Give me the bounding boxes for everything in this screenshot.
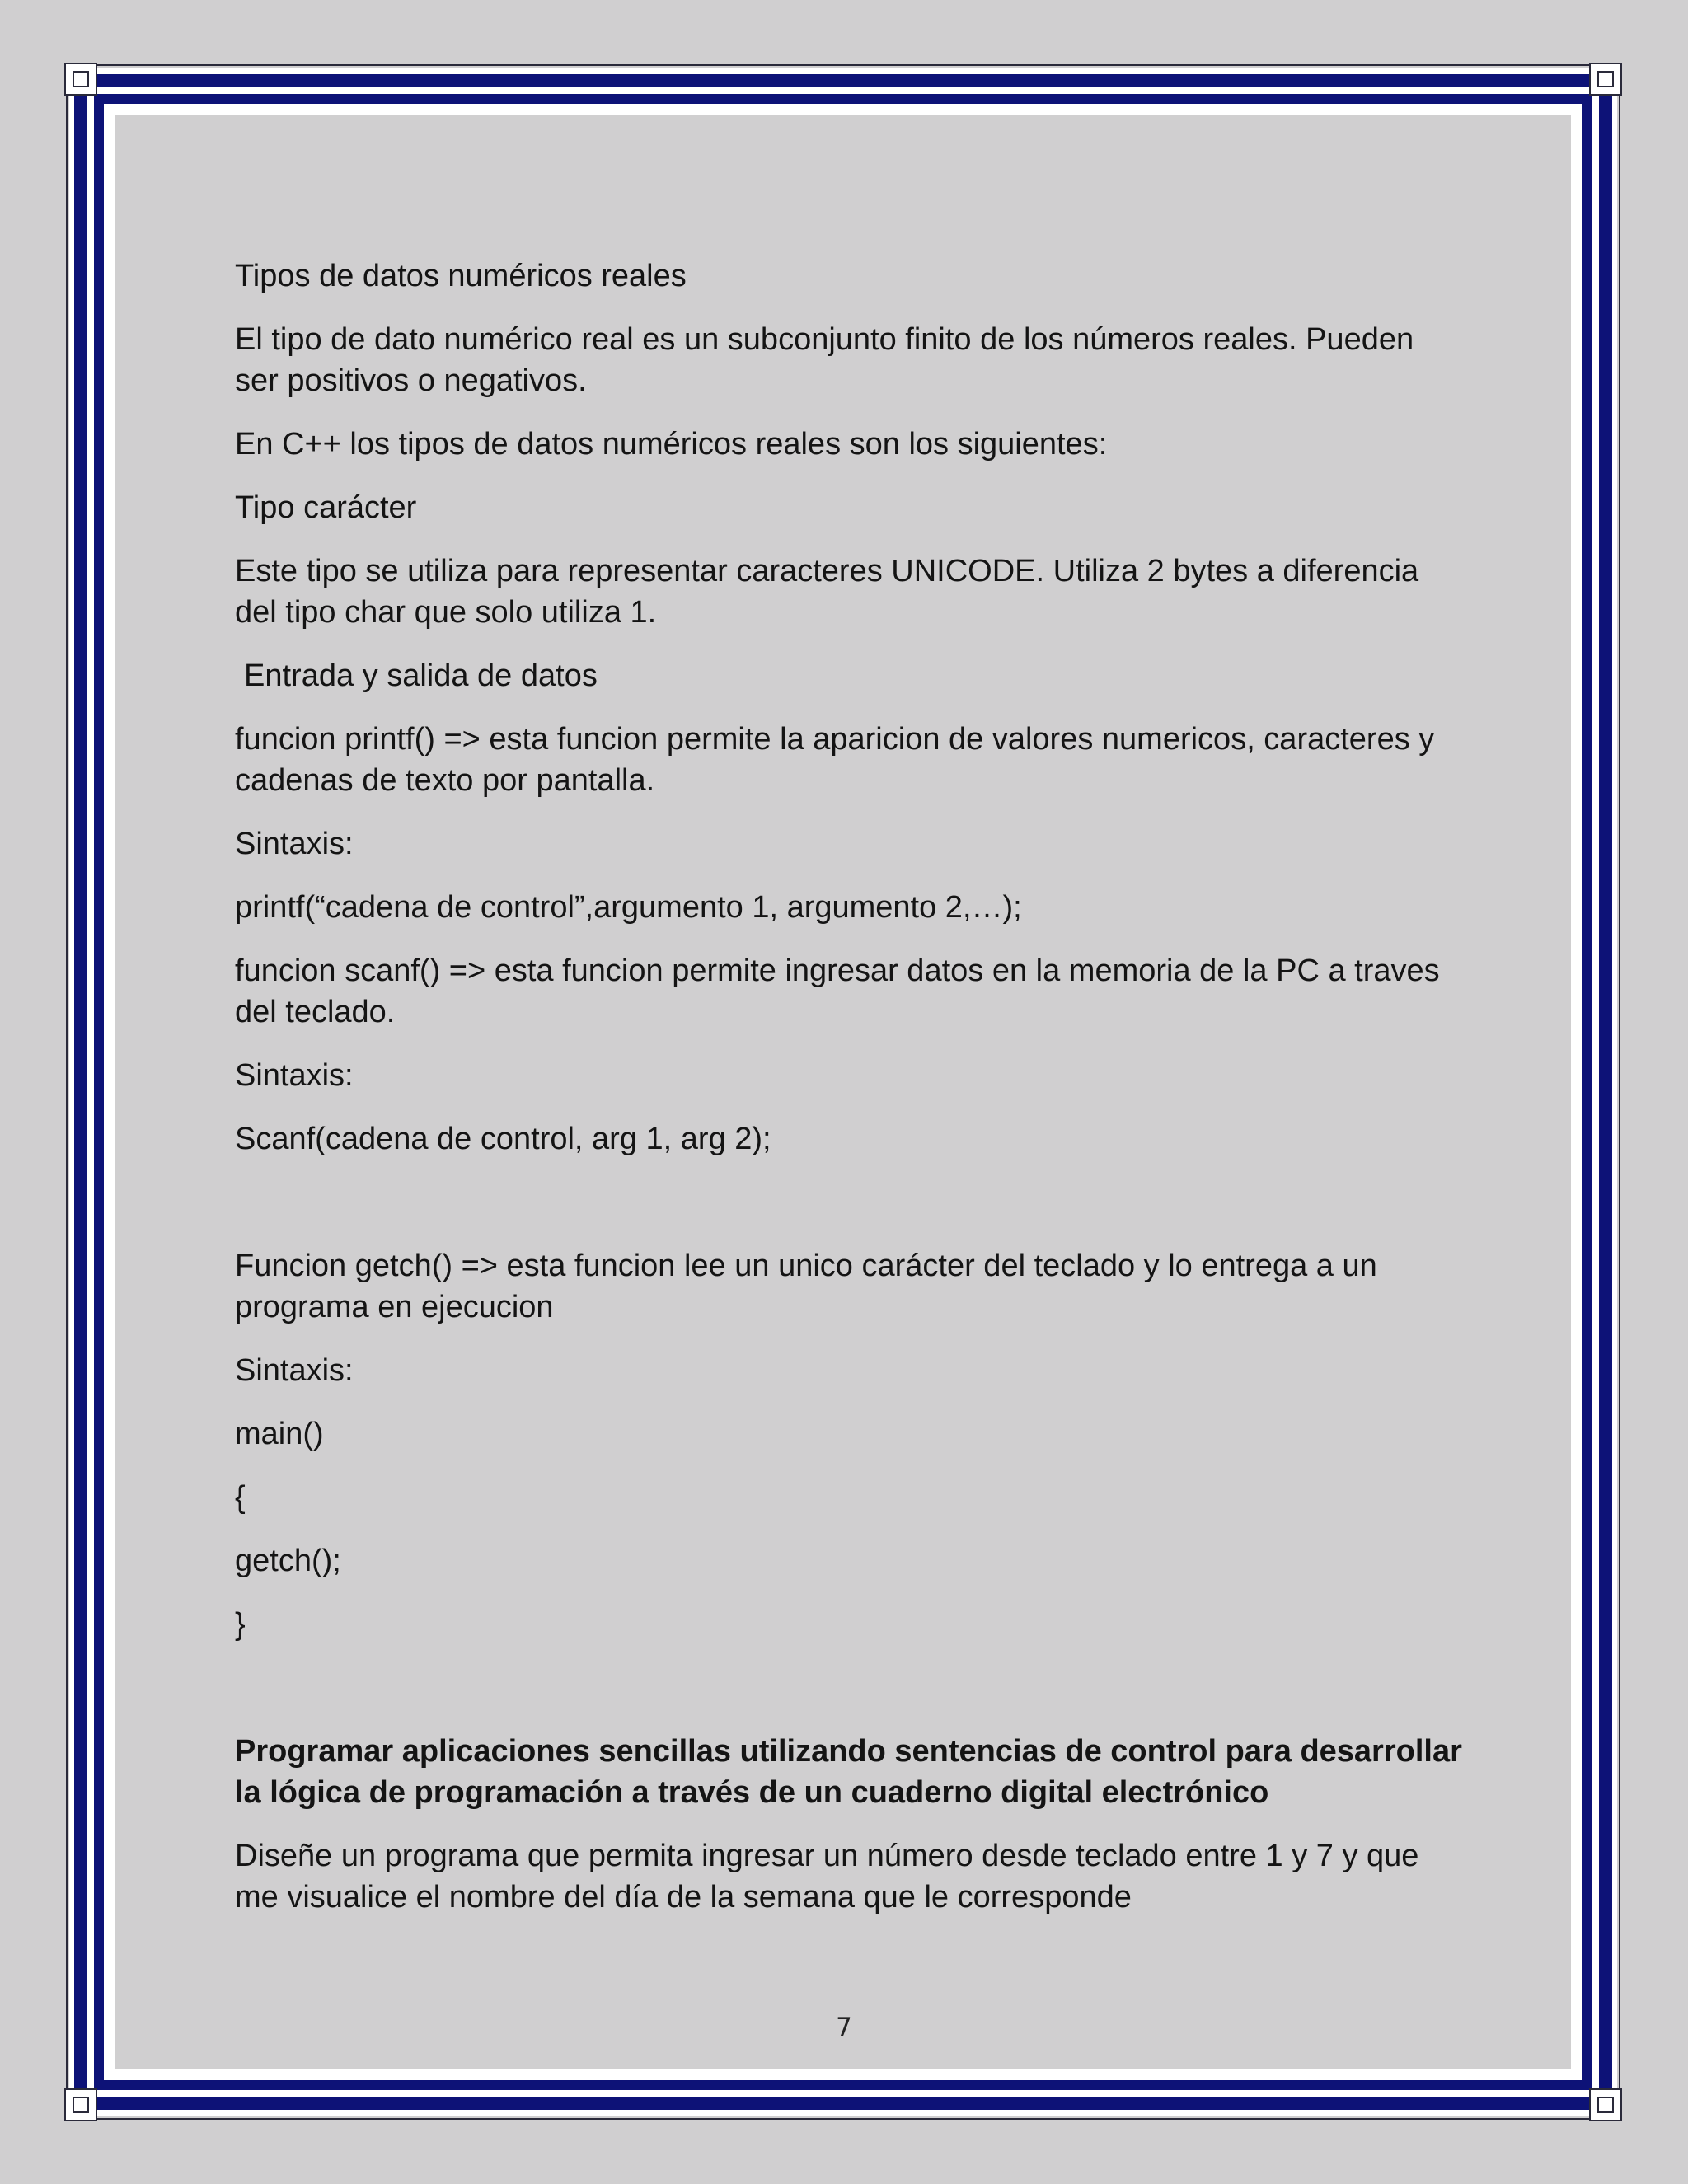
document-content	[235, 255, 1463, 1940]
code-line: getch();	[235, 1544, 341, 1578]
paragraph-char-type-description: Este tipo se utiliza para representar caracteres UNICODE. Utiliza 2 bytes a diferencia del tipo char que solo utiliza 1.	[235, 554, 1419, 630]
page-number: 7	[836, 2013, 852, 2042]
corner-ornament-icon	[64, 63, 97, 96]
label-syntax: Sintaxis:	[235, 1353, 354, 1388]
section-heading-real-types: Tipos de datos numéricos reales	[235, 259, 687, 293]
section-heading-control-statements: Programar aplicaciones sencillas utilizando sentencias de control para desarrollar la lógica de programación a través de un cuaderno digital electrónico	[235, 1734, 1462, 1810]
code-scanf-syntax: Scanf(cadena de control, arg 1, arg 2);	[235, 1122, 771, 1156]
paragraph-scanf-description: funcion scanf() => esta funcion permite ingresar datos en la memoria de la PC a traves del teclado.	[235, 954, 1440, 1029]
label-syntax: Sintaxis:	[235, 1058, 354, 1093]
code-line: {	[235, 1480, 246, 1515]
paragraph-exercise: Diseñe un programa que permita ingresar un número desde teclado entre 1 y 7 y que me visualice el nombre del día de la semana que le corresponde	[235, 1839, 1419, 1915]
paragraph-getch-description: Funcion getch() => esta funcion lee un unico carácter del teclado y lo entrega a un programa en ejecucion	[235, 1249, 1377, 1324]
paragraph-real-types-description: El tipo de dato numérico real es un subconjunto finito de los números reales. Pueden ser positivos o negativos.	[235, 322, 1414, 398]
paragraph-printf-description: funcion printf() => esta funcion permite la aparicion de valores numericos, caracteres y cadenas de texto por pantalla.	[235, 722, 1435, 798]
section-heading-char-type: Tipo carácter	[235, 490, 417, 525]
section-heading-io: Entrada y salida de datos	[244, 658, 598, 693]
paragraph-cpp-real-types: En C++ los tipos de datos numéricos reales son los siguientes:	[235, 427, 1108, 462]
corner-ornament-icon	[1589, 63, 1622, 96]
code-line: main()	[235, 1417, 324, 1451]
corner-ornament-icon	[1589, 2088, 1622, 2121]
corner-ornament-icon	[64, 2088, 97, 2121]
label-syntax: Sintaxis:	[235, 827, 354, 861]
code-printf-syntax: printf(“cadena de control”,argumento 1, argumento 2,…);	[235, 890, 1022, 925]
code-line: }	[235, 1607, 246, 1642]
